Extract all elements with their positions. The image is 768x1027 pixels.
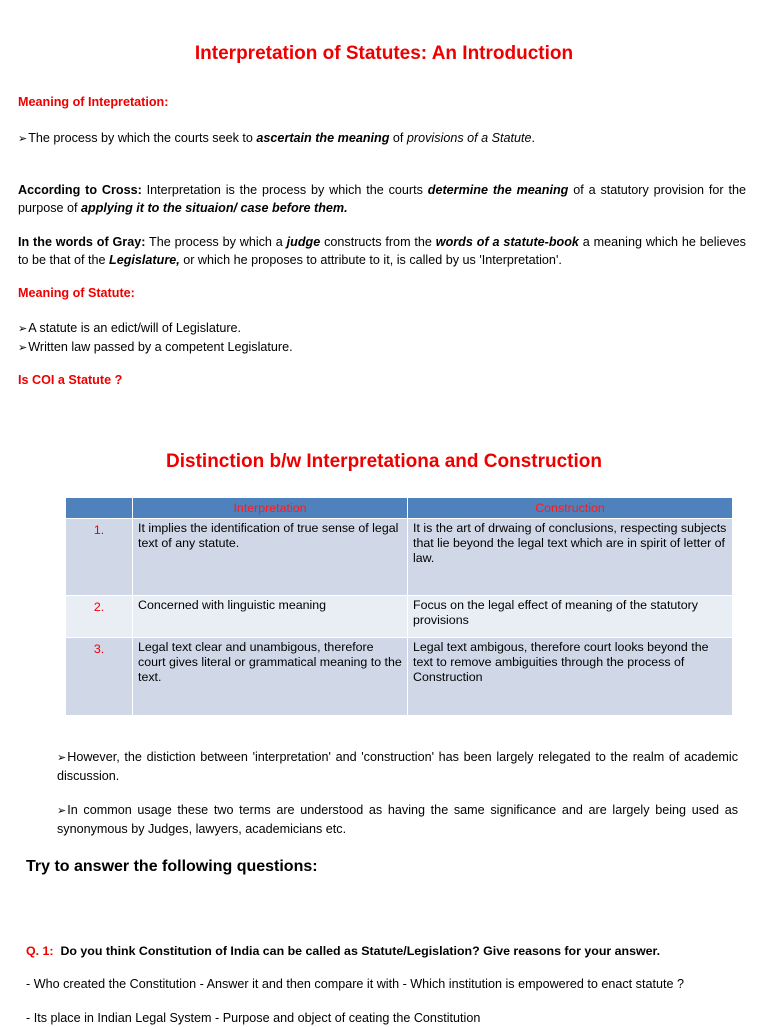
interpretation-cell: Concerned with linguistic meaning: [133, 596, 408, 638]
distinction-table: [65, 497, 733, 716]
interpretation-definition-bullet: ➢ The process by which the courts seek to ascertain the meaning of provisions of a Statute.: [18, 129, 746, 148]
table-header-construction: Construction: [408, 498, 733, 519]
construction-cell: Legal text ambigous, therefore court looks beyond the text to remove ambiguities through the process of Construction: [408, 638, 733, 716]
usage-note: ➢ In common usage these two terms are understood as having the same significance and are largely being used as synonymous by Judges, lawyers, academicians etc.: [57, 801, 738, 838]
table-header-interpretation: Interpretation: [133, 498, 408, 519]
table-header-row: [66, 498, 733, 519]
interpretation-cell: Legal text clear and unambigous, therefore court gives literal or grammatical meaning to the text.: [133, 638, 408, 716]
gray-definition: In the words of Gray: The process by which a judge constructs from the words of a statute-book a meaning which he believes to be that of the Legislature, or which he proposes to attribute to it, is called by us 'Interpretation'.: [18, 235, 746, 267]
row-number: 3.: [66, 638, 133, 716]
statute-bullet: ➢ Written law passed by a competent Legislature.: [18, 338, 746, 357]
distinction-title: Distinction b/w Interpretationa and Construction: [166, 451, 602, 472]
arrow-bullet-icon: [57, 750, 67, 764]
row-number: 2.: [66, 596, 133, 638]
arrow-bullet-icon: [18, 321, 28, 335]
distinction-note: ➢ However, the distiction between 'interpretation' and 'construction' has been largely relegated to the realm of academic discussion.: [57, 748, 738, 785]
meaning-interpretation-heading: Meaning of Intepretation:: [18, 95, 169, 109]
arrow-bullet-icon: [57, 803, 67, 817]
statute-bullet: ➢ A statute is an edict/will of Legislature.: [18, 319, 746, 338]
table-header-num: [66, 498, 133, 519]
question-hint: - Who created the Constitution - Answer it and then compare it with - Which institution is empowered to enact statute ?: [26, 977, 684, 991]
construction-cell: It is the art of drwaing of conclusions, respecting subjects that lie beyond the legal text which are in spirit of letter of law.: [408, 519, 733, 596]
interpretation-cell: It implies the identification of true sense of legal text of any statute.: [133, 519, 408, 596]
table-row: [66, 638, 733, 716]
questions-heading: Try to answer the following questions:: [26, 858, 318, 875]
construction-cell: Focus on the legal effect of meaning of the statutory provisions: [408, 596, 733, 638]
meaning-statute-heading: Meaning of Statute:: [18, 286, 135, 300]
document-title: Interpretation of Statutes: An Introduction: [194, 43, 574, 64]
cross-definition: According to Cross: Interpretation is the process by which the courts determine the meaning of a statutory provision for the purpose of applying it to the situaion/ case before them.: [18, 183, 746, 215]
arrow-bullet-icon: [18, 340, 28, 354]
question-hint: - Its place in Indian Legal System - Purpose and object of ceating the Constitution: [26, 1011, 481, 1025]
table-row: [66, 519, 733, 596]
coi-question: Is COI a Statute ?: [18, 373, 123, 387]
question-1: Q. 1: Do you think Constitution of India can be called as Statute/Legislation? Give reasons for your answer.: [26, 944, 661, 958]
row-number: 1.: [66, 519, 133, 596]
table-row: [66, 596, 733, 638]
arrow-bullet-icon: [18, 131, 28, 145]
